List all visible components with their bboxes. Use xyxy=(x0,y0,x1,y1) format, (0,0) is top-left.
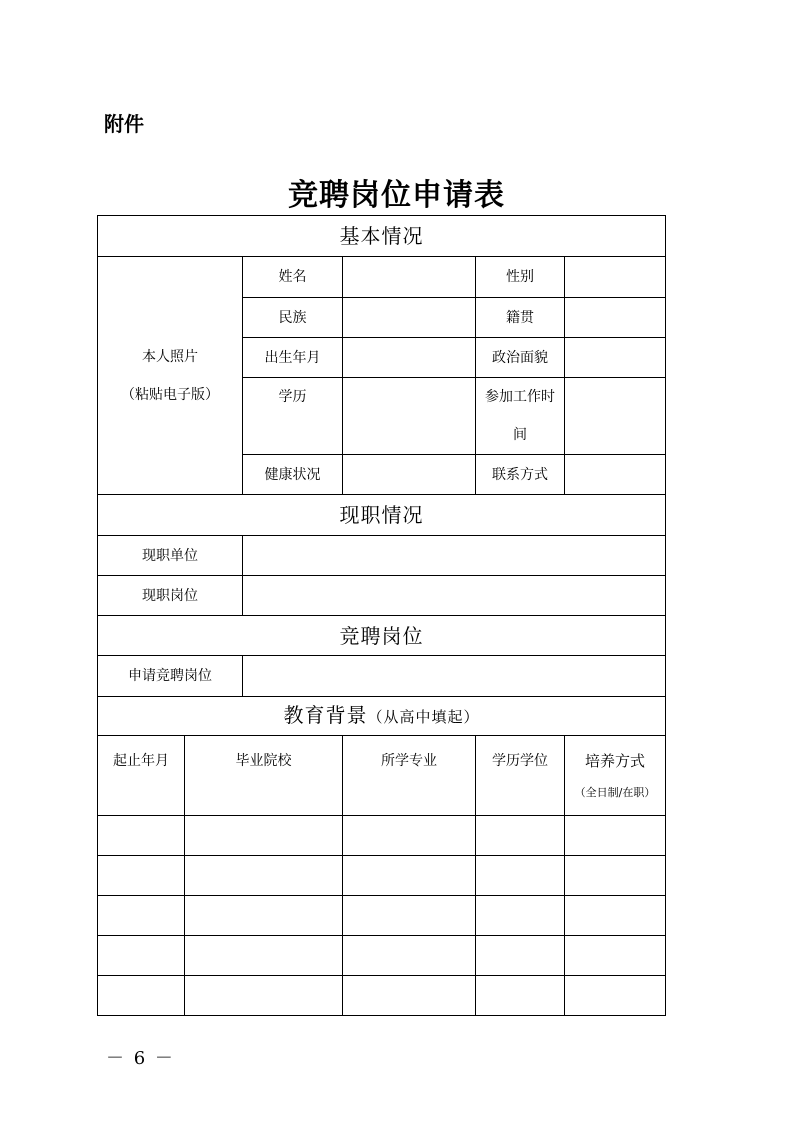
edu-mode-cell[interactable] xyxy=(565,816,666,856)
edu-mode-cell[interactable] xyxy=(565,896,666,936)
edu-school-cell[interactable] xyxy=(185,816,343,856)
edu-period-cell[interactable] xyxy=(98,816,185,856)
gender-label: 性别 xyxy=(476,257,565,298)
section-applied-position: 竞聘岗位 xyxy=(98,616,666,656)
gender-field[interactable] xyxy=(565,257,666,298)
ethnicity-label: 民族 xyxy=(243,298,343,338)
edu-degree-cell[interactable] xyxy=(476,976,565,1016)
work-start-label xyxy=(476,378,565,455)
contact-field[interactable] xyxy=(565,455,666,495)
edu-degree-cell[interactable] xyxy=(476,896,565,936)
section-education-title: 教育背景 xyxy=(283,703,368,727)
birth-field[interactable] xyxy=(343,338,476,378)
edu-major-cell[interactable] xyxy=(343,896,476,936)
edu-header-major: 所学专业 xyxy=(343,736,476,816)
name-field[interactable] xyxy=(343,257,476,298)
edu-major-cell[interactable] xyxy=(343,816,476,856)
edu-mode-cell[interactable] xyxy=(565,976,666,1016)
current-post-label: 现职岗位 xyxy=(98,576,243,616)
edu-header-period: 起止年月 xyxy=(98,736,185,816)
page-number: － 6 － xyxy=(106,1048,175,1069)
edu-header-mode-label: 培养方式 xyxy=(585,752,646,770)
native-place-field[interactable] xyxy=(565,298,666,338)
edu-mode-cell[interactable] xyxy=(565,856,666,896)
native-place-label: 籍贯 xyxy=(476,298,565,338)
education-row xyxy=(98,816,666,856)
contact-label: 联系方式 xyxy=(476,455,565,495)
edu-school-cell[interactable] xyxy=(185,976,343,1016)
edu-school-cell[interactable] xyxy=(185,896,343,936)
section-current-job: 现职情况 xyxy=(98,495,666,536)
edu-header-school: 毕业院校 xyxy=(185,736,343,816)
edu-school-cell[interactable] xyxy=(185,936,343,976)
degree-label: 学历 xyxy=(243,378,343,455)
health-label: 健康状况 xyxy=(243,455,343,495)
birth-label: 出生年月 xyxy=(243,338,343,378)
section-education xyxy=(98,697,666,736)
work-start-field[interactable] xyxy=(565,378,666,455)
edu-mode-cell[interactable] xyxy=(565,936,666,976)
section-basic-info: 基本情况 xyxy=(98,216,666,257)
work-start-line1: 参加工作时 xyxy=(485,389,555,405)
photo-label: 本人照片 xyxy=(142,348,198,365)
edu-degree-cell[interactable] xyxy=(476,936,565,976)
health-field[interactable] xyxy=(343,455,476,495)
application-form xyxy=(97,215,666,1016)
work-start-line2: 间 xyxy=(513,427,527,443)
political-label: 政治面貌 xyxy=(476,338,565,378)
edu-header-degree: 学历学位 xyxy=(476,736,565,816)
political-field[interactable] xyxy=(565,338,666,378)
photo-note: （粘贴电子版） xyxy=(121,386,219,403)
edu-period-cell[interactable] xyxy=(98,896,185,936)
apply-position-field[interactable] xyxy=(243,656,666,697)
edu-degree-cell[interactable] xyxy=(476,816,565,856)
edu-header-mode-note: （全日制/在职） xyxy=(574,786,656,799)
attachment-label: 附件 xyxy=(104,112,144,136)
edu-period-cell[interactable] xyxy=(98,976,185,1016)
edu-degree-cell[interactable] xyxy=(476,856,565,896)
degree-field[interactable] xyxy=(343,378,476,455)
edu-period-cell[interactable] xyxy=(98,936,185,976)
edu-major-cell[interactable] xyxy=(343,936,476,976)
education-row xyxy=(98,896,666,936)
edu-major-cell[interactable] xyxy=(343,976,476,1016)
form-title: 竞聘岗位申请表 xyxy=(288,178,505,213)
edu-header-mode xyxy=(565,736,666,816)
education-row xyxy=(98,856,666,896)
apply-position-label: 申请竞聘岗位 xyxy=(98,656,243,697)
current-unit-field[interactable] xyxy=(243,536,666,576)
education-row xyxy=(98,936,666,976)
edu-school-cell[interactable] xyxy=(185,856,343,896)
education-row xyxy=(98,976,666,1016)
edu-major-cell[interactable] xyxy=(343,856,476,896)
current-post-field[interactable] xyxy=(243,576,666,616)
edu-period-cell[interactable] xyxy=(98,856,185,896)
section-education-note: （从高中填起） xyxy=(367,708,480,726)
ethnicity-field[interactable] xyxy=(343,298,476,338)
current-unit-label: 现职单位 xyxy=(98,536,243,576)
name-label: 姓名 xyxy=(243,257,343,298)
photo-cell[interactable] xyxy=(98,257,243,495)
